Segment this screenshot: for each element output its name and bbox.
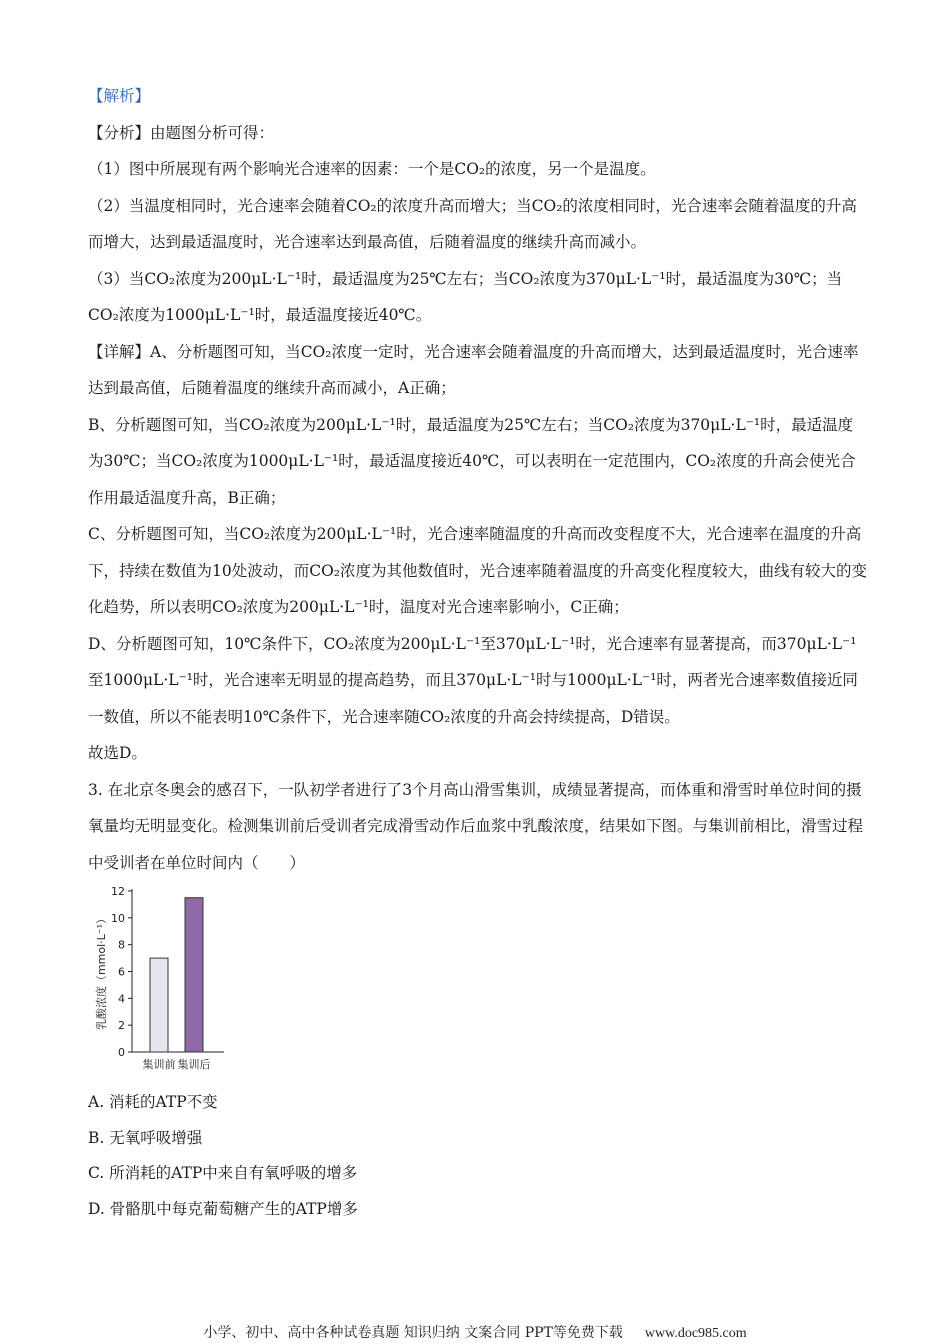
page-footer xyxy=(0,1322,950,1342)
analysis-intro: 【分析】由题图分析可得： xyxy=(88,123,275,142)
lactate-bar-chart xyxy=(88,883,228,1075)
detail-option-a: 【详解】A、分析题图可知，当CO₂浓度一定时，光合速率会随着温度的升高而增大，达到最适温度时，光合速率达到最高值，后随着温度的继续升高而减小，A正确； xyxy=(88,342,859,397)
bar-2 xyxy=(185,898,203,1052)
question-3-stem: 3. 在北京冬奥会的感召下，一队初学者进行了3个月高山滑雪集训，成绩显著提高，而体重和滑雪时单位时间的摄氧量均无明显变化。检测集训前后受训者完成滑雪动作后血浆中乳酸浓度，结果如下图。与集训前相比，滑雪过程中受训者在单位时间内（ ） xyxy=(88,780,864,872)
detail-option-c: C、分析题图可知，当CO₂浓度为200μL·L⁻¹时，光合速率随温度的升高而改变程度不大，光合速率在温度的升高下，持续在数值为10处波动，而CO₂浓度为其他数值时，光合速率随着温度的升高变化程度较大，曲线有较大的变化趋势，所以表明CO₂浓度为200μL·L⁻¹时，温度对光合速率影响小，C正确； xyxy=(88,525,868,616)
y-tick-label: 0 xyxy=(118,1046,125,1059)
chart-axes xyxy=(128,889,224,1052)
option-a: A. 消耗的ATP不变 xyxy=(88,1093,218,1111)
detail-option-b: B、分析题图可知，当CO₂浓度为200μL·L⁻¹时，最适温度为25℃左右；当CO₂浓度为370μL·L⁻¹时，最适温度为30℃；当CO₂浓度为1000μL·L⁻¹时，最适温度接近40℃，可以表明在一定范围内，CO₂浓度的升高会使光合作用最适温度升高，B正确； xyxy=(88,415,856,507)
x-category-label: 集训后 xyxy=(177,1058,211,1071)
y-axis-label: 乳酸浓度（mmol·L⁻¹） xyxy=(95,912,108,1031)
bar-1 xyxy=(150,958,168,1052)
chart-bars xyxy=(150,898,203,1052)
footer-text: 小学、初中、高中各种试卷真题 知识归纳 文案合同 PPT等免费下载 xyxy=(203,1325,623,1341)
analysis-point-1: （1）图中所展现有两个影响光合速率的因素：一个是CO₂的浓度，另一个是温度。 xyxy=(88,160,656,178)
option-c: C. 所消耗的ATP中来自有氧呼吸的增多 xyxy=(88,1164,358,1182)
footer-url[interactable]: www.doc985.com xyxy=(644,1326,747,1341)
y-tick-label: 8 xyxy=(118,938,125,952)
y-tick-label: 12 xyxy=(111,885,125,898)
y-tick-label: 2 xyxy=(118,1019,125,1033)
x-category-label: 集训前 xyxy=(142,1058,176,1071)
option-b: B. 无氧呼吸增强 xyxy=(88,1128,203,1147)
y-tick-label: 4 xyxy=(118,992,125,1006)
y-tick-label: 6 xyxy=(118,965,125,979)
detail-choice: 故选D。 xyxy=(88,744,147,762)
document-body xyxy=(88,78,868,1227)
option-d: D. 骨骼肌中每克葡萄糖产生的ATP增多 xyxy=(88,1199,358,1218)
detail-option-d: D、分析题图可知，10℃条件下，CO₂浓度为200μL·L⁻¹至370μL·L⁻¹时，光合速率有显著提高，而370μL·L⁻¹至1000μL·L⁻¹时，光合速率无明显的提高趋势，而且370μL·L⁻¹时与1000μL·L⁻¹时，两者光合速率数值接近同一数值，所以不能表明10℃条件下，光合速率随CO₂浓度的升高会持续提高，D错误。 xyxy=(88,634,858,726)
chart-svg xyxy=(88,883,228,1075)
analysis-point-2: （2）当温度相同时，光合速率会随着CO₂的浓度升高而增大；当CO₂的浓度相同时，光合速率会随着温度的升高而增大，达到最适温度时，光合速率达到最高值，后随着温度的继续升高而减小。 xyxy=(88,196,857,251)
answer-header: 【解析】 xyxy=(88,87,151,105)
analysis-point-3: （3）当CO₂浓度为200μL·L⁻¹时，最适温度为25℃左右；当CO₂浓度为370μL·L⁻¹时，最适温度为30℃；当CO₂浓度为1000μL·L⁻¹时，最适温度接近40℃。 xyxy=(88,269,843,324)
y-tick-label: 10 xyxy=(111,911,125,925)
